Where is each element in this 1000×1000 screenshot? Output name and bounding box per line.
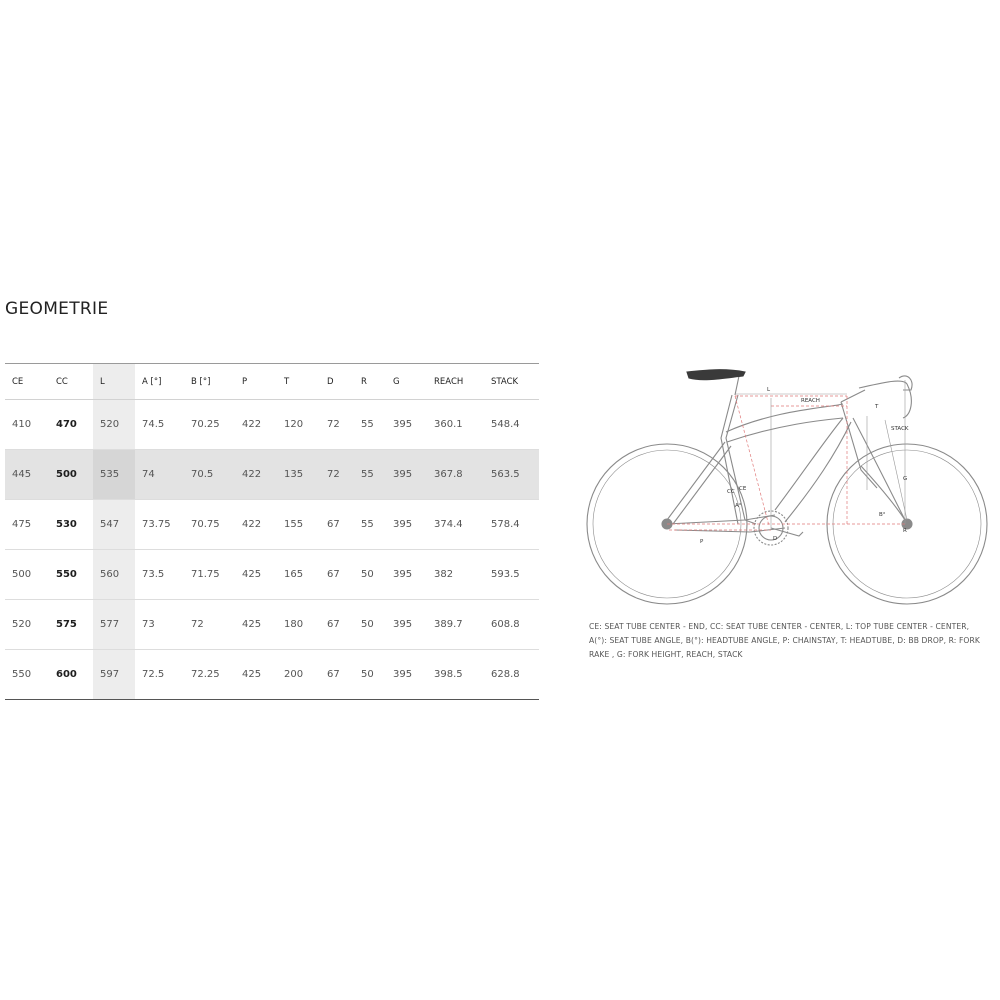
column-header: D — [320, 364, 354, 400]
table-row — [5, 500, 539, 550]
table-cell: 70.25 — [184, 400, 235, 450]
table-cell: 120 — [277, 400, 320, 450]
geometry-table — [5, 363, 539, 700]
table-cell: 71.75 — [184, 550, 235, 600]
crank-arm — [771, 528, 803, 536]
table-cell: 597 — [93, 650, 135, 700]
bike-geometry-diagram — [585, 360, 995, 610]
saddle — [687, 370, 745, 380]
table-cell: 422 — [235, 400, 277, 450]
table-cell: 395 — [386, 450, 427, 500]
table-cell: 550 — [12, 669, 32, 680]
label-d: D — [773, 536, 778, 542]
table-cell: 74.5 — [135, 400, 184, 450]
table-cell: 563.5 — [484, 450, 539, 500]
table-cell: 422 — [235, 500, 277, 550]
label-r: R — [903, 528, 907, 534]
table-cell: 425 — [235, 550, 277, 600]
table-cell: 72 — [320, 450, 354, 500]
table-cell: 382 — [427, 550, 484, 600]
table-cell: 395 — [386, 500, 427, 550]
fork-height-line — [885, 420, 907, 520]
table-cell: 600 — [56, 669, 77, 680]
table-cell: 520 — [93, 400, 135, 450]
geometry-legend: CE: SEAT TUBE CENTER - END, CC: SEAT TUBE CENTER - CENTER, L: TOP TUBE CENTER - CENTER, A(°): SEAT TUBE ANGLE, B(°): HEADTUBE ANGLE, P: CHAINSTAY, T: HEADTUBE, D: BB DROP, R: FORK RAKE , G: FORK HEIGHT, REACH, STACK — [589, 622, 980, 659]
down-tube — [775, 418, 843, 510]
label-g: G — [903, 476, 908, 482]
table-row — [5, 400, 539, 450]
table-header-row — [5, 364, 539, 400]
table-cell: 389.7 — [427, 600, 484, 650]
table-cell: 550 — [49, 550, 93, 600]
table-cell: 500 — [49, 450, 93, 500]
label-ce: CE — [739, 486, 747, 492]
table-cell: 395 — [386, 600, 427, 650]
table-cell: 55 — [354, 400, 386, 450]
column-header: B [°] — [184, 364, 235, 400]
fork — [853, 418, 907, 524]
table-cell: 135 — [277, 450, 320, 500]
page-title: GEOMETRIE — [5, 299, 109, 319]
table-cell: 73.5 — [135, 550, 184, 600]
table-cell: 395 — [386, 550, 427, 600]
column-header: CE — [5, 364, 49, 400]
column-header: G — [386, 364, 427, 400]
table-cell: 500 — [5, 550, 49, 600]
top-tube-lower — [727, 418, 843, 442]
column-header: T — [277, 364, 320, 400]
column-header: A [°] — [135, 364, 184, 400]
column-header: REACH — [427, 364, 484, 400]
table-cell: 470 — [49, 400, 93, 450]
table-cell: 67 — [320, 600, 354, 650]
table-cell: 395 — [386, 400, 427, 450]
table-cell: 72.25 — [191, 669, 220, 680]
table-cell: 578.4 — [484, 500, 539, 550]
table-cell: 67 — [320, 550, 354, 600]
table-cell: 50 — [361, 669, 374, 680]
table-cell: 547 — [93, 500, 135, 550]
table-cell: 575 — [49, 600, 93, 650]
down-tube-lower — [785, 422, 851, 522]
seatstay-inner — [673, 446, 731, 524]
table-cell: 410 — [5, 400, 49, 450]
table-cell: 73 — [135, 600, 184, 650]
label-stack: STACK — [891, 426, 909, 432]
table-cell: 70.5 — [184, 450, 235, 500]
table-cell: 398.5 — [434, 669, 463, 680]
table-cell: 55 — [354, 450, 386, 500]
table-cell: 360.1 — [427, 400, 484, 450]
label-a: A° — [735, 503, 742, 509]
table-cell: 67 — [327, 669, 340, 680]
column-header: L — [93, 364, 135, 400]
table-cell: 425 — [242, 669, 262, 680]
table-cell: 530 — [49, 500, 93, 550]
table-cell: 67 — [320, 500, 354, 550]
table-cell: 50 — [354, 550, 386, 600]
table-row — [5, 550, 539, 600]
label-cc: CC — [727, 489, 735, 495]
label-reach: REACH — [801, 398, 820, 404]
table-cell: 560 — [93, 550, 135, 600]
table-cell: 425 — [235, 600, 277, 650]
column-header: P — [235, 364, 277, 400]
table-cell: 72 — [184, 600, 235, 650]
table-cell: 548.4 — [484, 400, 539, 450]
column-header: R — [354, 364, 386, 400]
label-b: B° — [879, 512, 886, 518]
table-cell: 445 — [5, 450, 49, 500]
column-header: STACK — [484, 364, 539, 400]
table-cell: 155 — [277, 500, 320, 550]
label-p: P — [700, 539, 704, 545]
table-cell: 165 — [277, 550, 320, 600]
label-l: L — [767, 387, 771, 393]
table-cell: 55 — [354, 500, 386, 550]
table-cell: 72.5 — [142, 669, 165, 680]
table-cell: 72 — [320, 400, 354, 450]
table-cell: 50 — [354, 600, 386, 650]
table-cell: 395 — [393, 669, 413, 680]
label-t: T — [875, 404, 879, 410]
table-cell: 608.8 — [484, 600, 539, 650]
seatpost — [735, 376, 739, 395]
head-tube — [841, 402, 877, 488]
table-cell: 73.75 — [135, 500, 184, 550]
table-cell: 374.4 — [427, 500, 484, 550]
table-cell: 70.75 — [184, 500, 235, 550]
table-row — [5, 600, 539, 650]
table-row — [5, 450, 539, 500]
handlebar — [859, 381, 911, 418]
table-cell: 628.8 — [491, 669, 520, 680]
table-cell: 475 — [5, 500, 49, 550]
table-cell: 74 — [135, 450, 184, 500]
table-cell: 520 — [5, 600, 49, 650]
table-cell: 593.5 — [484, 550, 539, 600]
column-header: CC — [49, 364, 93, 400]
stem — [841, 390, 865, 402]
table-cell: 200 — [284, 669, 304, 680]
table-cell: 577 — [93, 600, 135, 650]
table-row — [5, 650, 539, 700]
table-cell: 535 — [93, 450, 135, 500]
table-cell: 367.8 — [427, 450, 484, 500]
chainstay — [667, 515, 775, 524]
seatstay — [667, 442, 725, 520]
table-cell: 422 — [235, 450, 277, 500]
table-cell: 180 — [277, 600, 320, 650]
